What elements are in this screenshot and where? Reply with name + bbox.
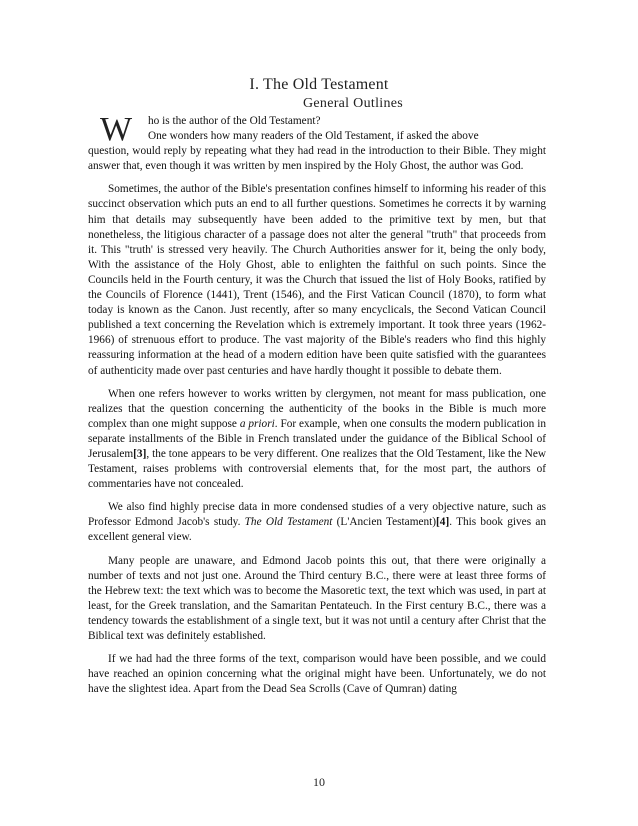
paragraph-5: Many people are unaware, and Edmond Jacob points this out, that there were originally a number of texts and not just one. Around the Third century B.C., there were at least three forms of the Hebrew text: the text which was to become the Masoretic text, the text which was used, in part at least, for the Greek translation, and the Samaritan Pentateuch. In the First century B.C., there was a tendency towards the establishment of a single text, but it was not until a century after Christ that the Biblical text was definitely established. xyxy=(88,554,546,642)
drop-cap: W xyxy=(100,111,133,148)
paragraph-1 xyxy=(88,111,546,174)
paragraph-1-rest: question, would reply by repeating what they had read in the introduction to their Bible. They might answer that, even though it was written by men inspired by the Holy Ghost, the author was God. xyxy=(88,145,546,173)
chapter-subtitle: General Outlines xyxy=(302,96,404,111)
footnote-ref-3[interactable]: [3] xyxy=(133,447,147,460)
footnote-ref-4[interactable]: [4] xyxy=(436,516,450,529)
page-number: 10 xyxy=(313,775,325,789)
paragraph-3-text-b: . For example, when one consults the modern publication in separate installments of the Bible in French translated under the guidance of the Biblical School of Jerusalem xyxy=(88,417,546,460)
paragraph-3 xyxy=(88,387,546,493)
paragraph-4-text-c: . This book gives an excellent general view. xyxy=(88,516,546,544)
paragraph-1-line-2: One wonders how many readers of the Old Testament, if asked the above xyxy=(148,130,479,143)
paragraph-4-text-b: (L'Ancien Testament) xyxy=(332,516,437,529)
paragraph-2: Sometimes, the author of the Bible's presentation confines himself to informing his reader of this succinct observation which puts an end to all further questions. Sometimes he corrects it by warning him that details may subsequently have been added to the primitive text by men, but that nonetheless, the litigious character of a passage does not alter the general "truth" that proceeds from it. This "truth' is stressed very heavily. The Church Authorities answer for it, being the only body, With the assistance of the Holy Ghost, able to enlighten the faithful on such points. Since the Councils held in the Fourth century, it was the Church that issued the list of Holy Books, ratified by the Councils of Florence (1441), Trent (1546), and the First Vatican Council (1870), to form what today is known as the Canon. Just recently, after so many encyclicals, the Second Vatican Council published a text concerning the Revelation which is extremely important. It took three years (1962-1966) of strenuous effort to produce. The vast majority of the Bible's readers who find this highly reassuring information at the head of a modern edition have been quite satisfied with the guarantees of authenticity made over past centuries and have hardly thought it possible to debate them. xyxy=(88,183,546,377)
paragraph-1-line-1: ho is the author of the Old Testament? xyxy=(148,115,321,127)
paragraph-4 xyxy=(88,500,546,545)
paragraph-6: If we had had the three forms of the text, comparison would have been possible, and we could have reached an opinion concerning what the original might have been. Unfortunately, we do not have the slightest idea. Apart from the Dead Sea Scrolls (Cave of Qumran) dating xyxy=(88,653,546,696)
paragraph-3-text-c: , the tone appears to be very different. One realizes that the Old Testament, like the New Testament, raises problems with controversial elements that, for the most part, the authors of commentaries have not concealed. xyxy=(88,447,546,491)
italic-book-title: The Old Testament xyxy=(244,516,333,529)
paragraph-4-text-a: We also find highly precise data in more condensed studies of a very objective nature, such as Professor Edmond Jacob's study. xyxy=(88,501,546,529)
body-text xyxy=(88,111,546,705)
italic-a-priori: a priori xyxy=(239,417,275,430)
chapter-title: I. The Old Testament xyxy=(249,76,389,93)
paragraph-3-text-a: When one refers however to works written by clergymen, not meant for mass publication, one realizes that the question concerning the authenticity of the books in the Bible is much more complex than one might suppose xyxy=(88,387,546,430)
